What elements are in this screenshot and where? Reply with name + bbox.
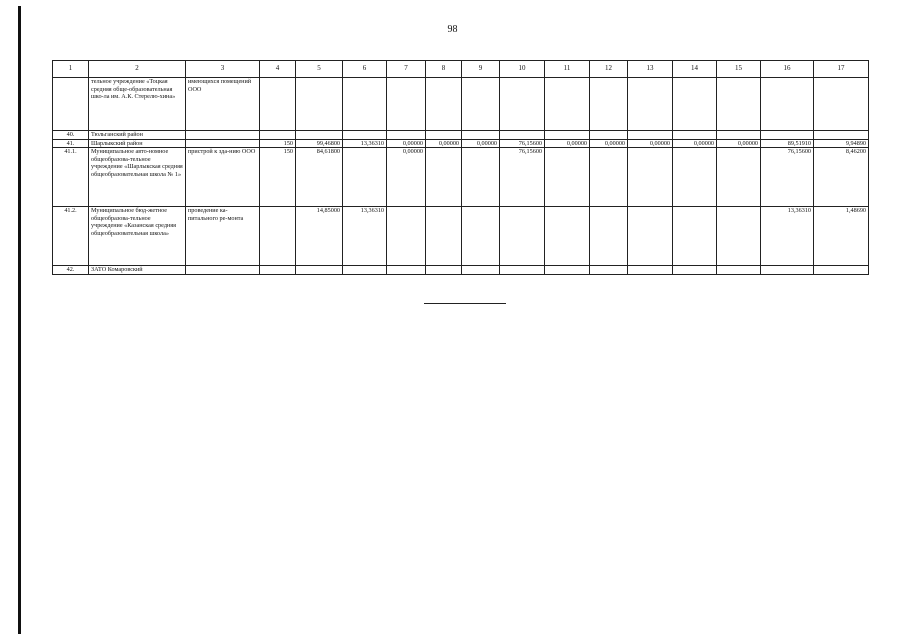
- header-cell: 3: [186, 61, 260, 78]
- table-cell: [628, 148, 673, 207]
- table-cell: 0,00000: [387, 148, 426, 207]
- table-cell: [426, 207, 462, 266]
- table-cell: [545, 131, 590, 140]
- header-cell: 14: [673, 61, 717, 78]
- table-cell: [590, 78, 628, 131]
- table-cell: 150: [260, 148, 296, 207]
- table-cell: [500, 131, 545, 140]
- table-cell: [462, 78, 500, 131]
- table-cell: 0,00000: [426, 139, 462, 148]
- header-cell: 6: [343, 61, 387, 78]
- table-cell: [814, 131, 869, 140]
- table-cell: [590, 266, 628, 275]
- table-cell: 89,51910: [761, 139, 814, 148]
- table-cell: [761, 78, 814, 131]
- table-cell: [628, 266, 673, 275]
- district-name: Тюльганский район: [89, 131, 186, 140]
- table-cell: 13,36310: [343, 139, 387, 148]
- header-cell: 7: [387, 61, 426, 78]
- table-cell: [717, 266, 761, 275]
- table-cell: [717, 131, 761, 140]
- table-cell: 0,00000: [462, 139, 500, 148]
- table-cell: [545, 207, 590, 266]
- table-cell: [260, 131, 296, 140]
- table-cell: [717, 148, 761, 207]
- table-cell: [186, 139, 260, 148]
- table-cell: [761, 266, 814, 275]
- table-cell: [296, 78, 343, 131]
- table-cell: 1,48690: [814, 207, 869, 266]
- table-cell: [387, 266, 426, 275]
- table-cell: 76,15600: [500, 139, 545, 148]
- header-cell: 4: [260, 61, 296, 78]
- table-cell: [343, 131, 387, 140]
- table-cell: 9,94890: [814, 139, 869, 148]
- table-cell: [673, 207, 717, 266]
- table-cell: 0,00000: [545, 139, 590, 148]
- header-cell: 1: [53, 61, 89, 78]
- end-of-table-rule: [424, 303, 506, 304]
- table-cell: 0,00000: [717, 139, 761, 148]
- table-cell: 84,61800: [296, 148, 343, 207]
- page-number: 98: [447, 24, 458, 35]
- table-cell: [500, 207, 545, 266]
- table-cell: 13,36310: [343, 207, 387, 266]
- header-cell: 5: [296, 61, 343, 78]
- row-number: 42.: [53, 266, 89, 275]
- table-cell: [343, 266, 387, 275]
- table-cell: [761, 131, 814, 140]
- table-cell: [426, 131, 462, 140]
- table-cell: 150: [260, 139, 296, 148]
- table-cell: [628, 78, 673, 131]
- row-number: 41.2.: [53, 207, 89, 266]
- table-cell: [387, 131, 426, 140]
- data-table: [52, 60, 869, 275]
- table-cell: [628, 207, 673, 266]
- table-cell: [500, 266, 545, 275]
- table-cell: [387, 78, 426, 131]
- work-description: проведение ка-питального ре-монта: [186, 207, 260, 266]
- table-cell: [426, 266, 462, 275]
- table-cell: 0,00000: [673, 139, 717, 148]
- table-cell: [673, 148, 717, 207]
- table-cell: [673, 78, 717, 131]
- table-row: [53, 266, 869, 275]
- table-row: [53, 131, 869, 140]
- table-cell: [186, 131, 260, 140]
- table-cell: [462, 207, 500, 266]
- header-cell: 13: [628, 61, 673, 78]
- table-cell: 13,36310: [761, 207, 814, 266]
- left-margin-bar: [18, 6, 21, 634]
- institution-name: Муниципальное авто-номное общеобразова-тельное учреждение «Шарлыкская средняя общеобразовательная школа № 1»: [89, 148, 186, 207]
- header-cell: 9: [462, 61, 500, 78]
- header-cell: 11: [545, 61, 590, 78]
- row-number: 41.1.: [53, 148, 89, 207]
- table-cell: [545, 266, 590, 275]
- header-cell: 16: [761, 61, 814, 78]
- header-cell: 10: [500, 61, 545, 78]
- district-name: ЗАТО Комаровский: [89, 266, 186, 275]
- table-cell: [343, 148, 387, 207]
- row-number: [53, 78, 89, 131]
- table-cell: [296, 131, 343, 140]
- header-cell: 12: [590, 61, 628, 78]
- table-cell: 0,00000: [590, 139, 628, 148]
- table-cell: [343, 78, 387, 131]
- table-cell: [260, 266, 296, 275]
- table-cell: 0,00000: [628, 139, 673, 148]
- table-cell: [717, 207, 761, 266]
- table-cell: [590, 131, 628, 140]
- table-cell: [545, 148, 590, 207]
- table-row: [53, 207, 869, 266]
- header-cell: 8: [426, 61, 462, 78]
- table-cell: [426, 148, 462, 207]
- table-cell: [462, 131, 500, 140]
- work-description: имеющихся помещений ООО: [186, 78, 260, 131]
- table-cell: [673, 131, 717, 140]
- work-description: пристрой к зда-нию ООО: [186, 148, 260, 207]
- institution-name: тельное учреждение «Тоцкая средняя обще-образовательная шко-ла им. А.К. Стерелю-хина»: [89, 78, 186, 131]
- table-row: [53, 139, 869, 148]
- table-cell: [673, 266, 717, 275]
- header-cell: 2: [89, 61, 186, 78]
- table-cell: [186, 266, 260, 275]
- table-cell: [590, 148, 628, 207]
- table-cell: 8,46200: [814, 148, 869, 207]
- table-cell: [260, 78, 296, 131]
- table-cell: 76,15600: [761, 148, 814, 207]
- table-cell: [462, 266, 500, 275]
- table-row: [53, 78, 869, 131]
- table-cell: [462, 148, 500, 207]
- table-cell: [296, 266, 343, 275]
- row-number: 41.: [53, 139, 89, 148]
- institution-name: Муниципальное бюд-жетное общеобразова-тельное учреждение «Казанская средняя общеобразовательная школа»: [89, 207, 186, 266]
- table-cell: [628, 131, 673, 140]
- table-cell: [426, 78, 462, 131]
- header-cell: 17: [814, 61, 869, 78]
- table-cell: 99,46800: [296, 139, 343, 148]
- table-cell: 0,00000: [387, 139, 426, 148]
- table-cell: 76,15600: [500, 148, 545, 207]
- table-cell: [387, 207, 426, 266]
- header-cell: 15: [717, 61, 761, 78]
- header-row: [53, 61, 869, 78]
- table-cell: 14,85000: [296, 207, 343, 266]
- table-cell: [500, 78, 545, 131]
- district-name: Шарлыкский район: [89, 139, 186, 148]
- table-cell: [814, 266, 869, 275]
- table-cell: [545, 78, 590, 131]
- table-cell: [590, 207, 628, 266]
- table-cell: [717, 78, 761, 131]
- table-cell: [260, 207, 296, 266]
- table-row: [53, 148, 869, 207]
- table-cell: [814, 78, 869, 131]
- row-number: 40.: [53, 131, 89, 140]
